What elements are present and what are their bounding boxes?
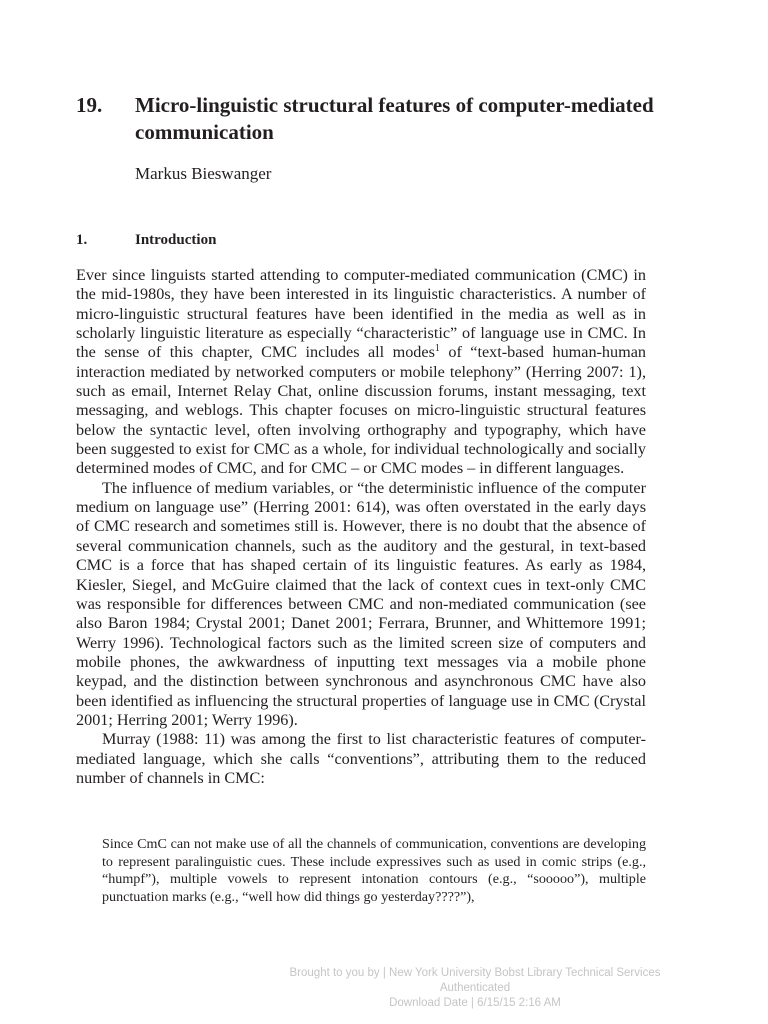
section-number: 1.	[76, 232, 88, 248]
paragraph-1-text-continued: of “text-based human-human interaction mediated by networked computers or mobile telephony” (Herring 2007: 1), such as email, Internet Relay Chat, online discussion forums, instant messaging, text messaging, and weblogs. This chapter focuses on micro-linguistic structural features below the syntactic level, often involving orthography and typography, which have been suggested to exist for CMC as a whole, for individual technologically and socially determined modes of CMC, and for CMC – or CMC modes – in different languages.	[76, 343, 646, 478]
paragraph-1-text: Ever since linguists started attending to computer-mediated communication (CMC) in the mid-1980s, they have been interested in its linguistic characteristics. A number of micro-linguistic structural features have been identified in the media as well as in scholarly linguistic literature as especially “characteristic” of language use in CMC. In the sense of this chapter, CMC includes all modes	[76, 266, 646, 362]
body-text	[76, 266, 646, 788]
footer-authenticated-line: Authenticated	[439, 982, 511, 994]
section-title: Introduction	[135, 232, 217, 248]
footer-download-date-line: Download Date | 6/15/15 2:16 AM	[389, 997, 561, 1009]
block-quote	[102, 836, 646, 907]
block-quote-text: Since CmC can not make use of all the channels of communication, conventions are developing to represent paralinguistic cues. These include expressives such as used in comic strips (e.g., “humpf”), multiple vowels to represent intonation contours (e.g., “sooooo”), multiple punctuation marks (e.g., “well how did things go yesterday????”),	[102, 836, 646, 906]
paragraph-1	[76, 266, 646, 479]
chapter-number: 19.	[76, 93, 103, 117]
access-footer	[200, 966, 750, 1011]
author-name: Markus Bieswanger	[135, 164, 272, 183]
footer-provider-line: Brought to you by | New York University Bobst Library Technical Services	[289, 967, 661, 979]
footnote-marker[interactable]: 1	[434, 343, 440, 355]
paragraph-2: The influence of medium variables, or “the deterministic influence of the computer medium on language use” (Herring 2001: 614), was often overstated in the early days of CMC research and sometimes still is. However, there is no doubt that the absence of several communication channels, such as the auditory and the gestural, in text-based CMC is a force that has shaped certain of its linguistic features. As early as 1984, Kiesler, Siegel, and McGuire claimed that the lack of context cues in text-only CMC was responsible for differences between CMC and non-mediated communication (see also Baron 1984; Crystal 2001; Danet 2001; Ferrara, Brunner, and Whittemore 1991; Werry 1996). Technological factors such as the limited screen size of computers and mobile phones, the awkwardness of inputting text messages via a mobile phone keypad, and the distinction between synchronous and asynchronous CMC have also been identified as influencing the structural properties of language use in CMC (Crystal 2001; Herring 2001; Werry 1996).	[76, 478, 646, 729]
paragraph-3: Murray (1988: 11) was among the first to list characteristic features of computer-mediated language, which she calls “conventions”, attributing them to the reduced number of channels in CMC:	[76, 730, 646, 787]
chapter-title: Micro-linguistic structural features of computer-mediated communication	[135, 93, 654, 144]
